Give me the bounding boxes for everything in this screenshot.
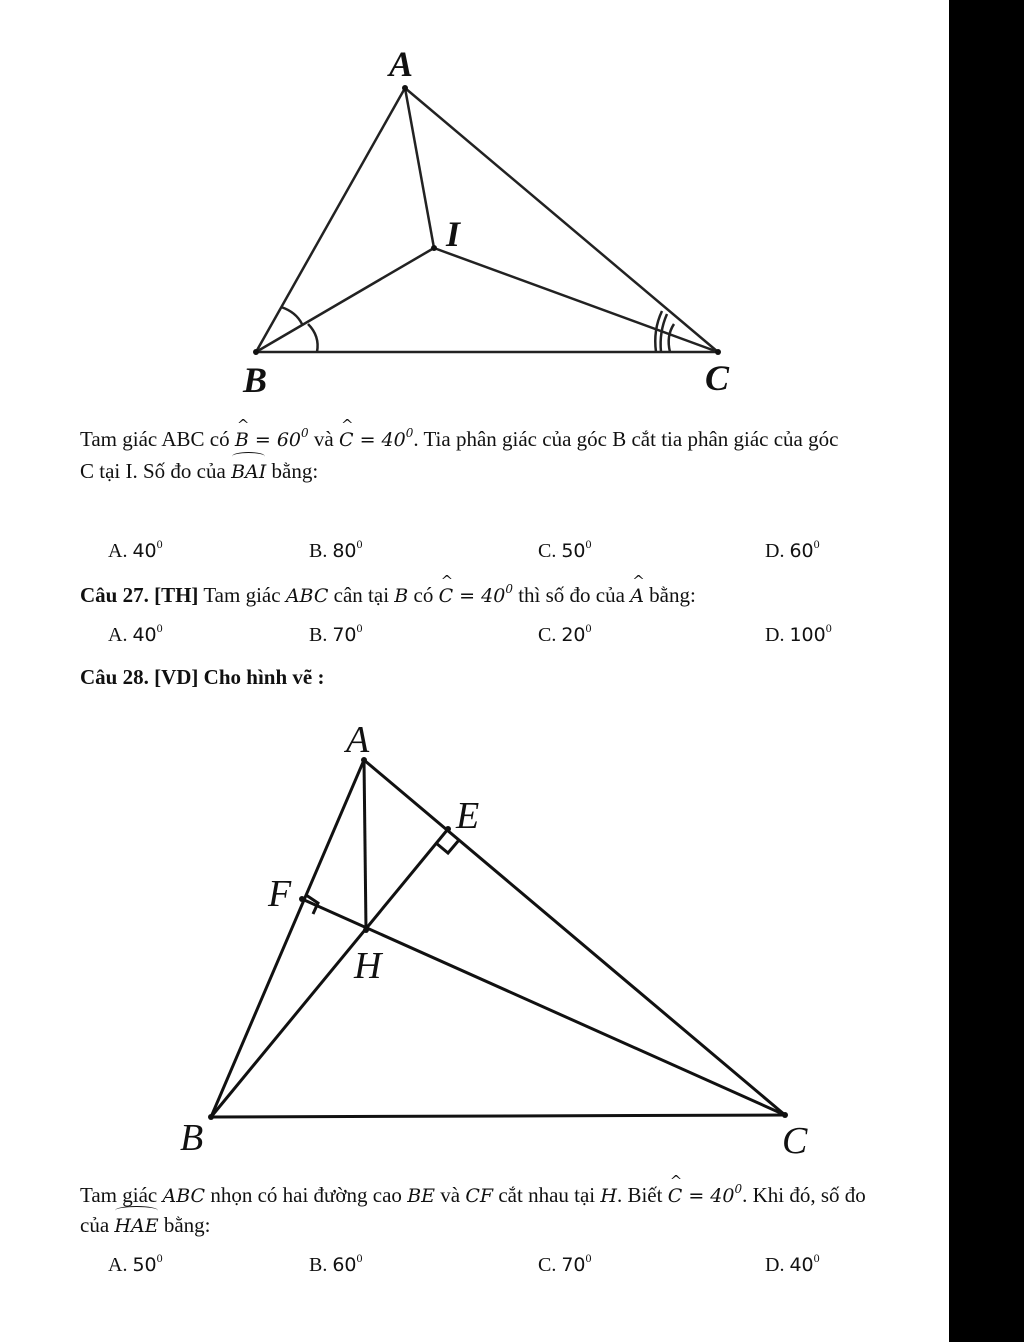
q28-option-c[interactable]: C. $70^0$ xyxy=(538,1251,592,1276)
label-i: I xyxy=(446,214,461,254)
q26-option-b[interactable]: B. $80^0$ xyxy=(309,537,363,562)
c-hat: ^ C xyxy=(339,425,354,455)
altitude-cf xyxy=(302,899,785,1115)
q27-label: Câu 27. [TH] xyxy=(80,583,199,607)
q26-line-2: C tại I. Số đo của BAI bằng: xyxy=(80,456,318,487)
q26-line-1: Tam giác ABC có ^ $B = 60^0$ và ^ $C = 40^0$. Tia phân giác của góc B cắt tia phân giác của góc xyxy=(80,424,838,455)
label-b-2: B xyxy=(180,1117,204,1159)
segment-ah xyxy=(364,760,366,930)
label-a: A xyxy=(389,44,414,84)
angle-hae: HAE xyxy=(114,1211,158,1241)
label-c: C xyxy=(705,358,730,398)
q26-option-c[interactable]: C. $50^0$ xyxy=(538,537,592,562)
q28-option-b[interactable]: B. $60^0$ xyxy=(309,1251,363,1276)
angle-bai: BAI xyxy=(231,457,266,487)
q27-option-b[interactable]: B. $70^0$ xyxy=(309,621,363,646)
label-f: F xyxy=(268,873,292,915)
q28-label: Câu 28. [VD] xyxy=(80,665,199,689)
q26-option-a[interactable]: A. $40^0$ xyxy=(108,537,163,562)
q28-intro: Cho hình vẽ : xyxy=(203,665,325,689)
q27-stem: Câu 27. [TH] Tam giác ABC cân tại B có ^ $C = 40^0$ thì số đo của ^ A bằng: xyxy=(80,580,696,611)
altitude-be xyxy=(211,829,448,1117)
b-hat: ^ B xyxy=(235,425,249,455)
label-h: H xyxy=(354,945,382,987)
label-b: B xyxy=(243,360,268,400)
q28-option-d[interactable]: D. $40^0$ xyxy=(765,1251,820,1276)
right-black-margin xyxy=(949,0,1024,1342)
side-ab-2 xyxy=(211,760,364,1117)
label-c-2: C xyxy=(782,1120,808,1162)
q28-line-2: của HAE bằng: xyxy=(80,1210,210,1241)
q28-line-1: Tam giác ABC nhọn có hai đường cao BE và CF cắt nhau tại H. Biết ^ $C = 40^0$. Khi đó, số đo xyxy=(80,1180,866,1211)
q26-option-d[interactable]: D. $60^0$ xyxy=(765,537,820,562)
q27-option-d[interactable]: D. $100^0$ xyxy=(765,621,832,646)
q27-option-c[interactable]: C. $20^0$ xyxy=(538,621,592,646)
side-bc-2 xyxy=(211,1115,785,1117)
label-a-2: A xyxy=(346,719,370,761)
right-angle-e xyxy=(436,840,459,853)
q28-option-a[interactable]: A. $50^0$ xyxy=(108,1251,163,1276)
side-ac-2 xyxy=(364,760,785,1115)
label-e: E xyxy=(456,795,480,837)
q27-option-a[interactable]: A. $40^0$ xyxy=(108,621,163,646)
